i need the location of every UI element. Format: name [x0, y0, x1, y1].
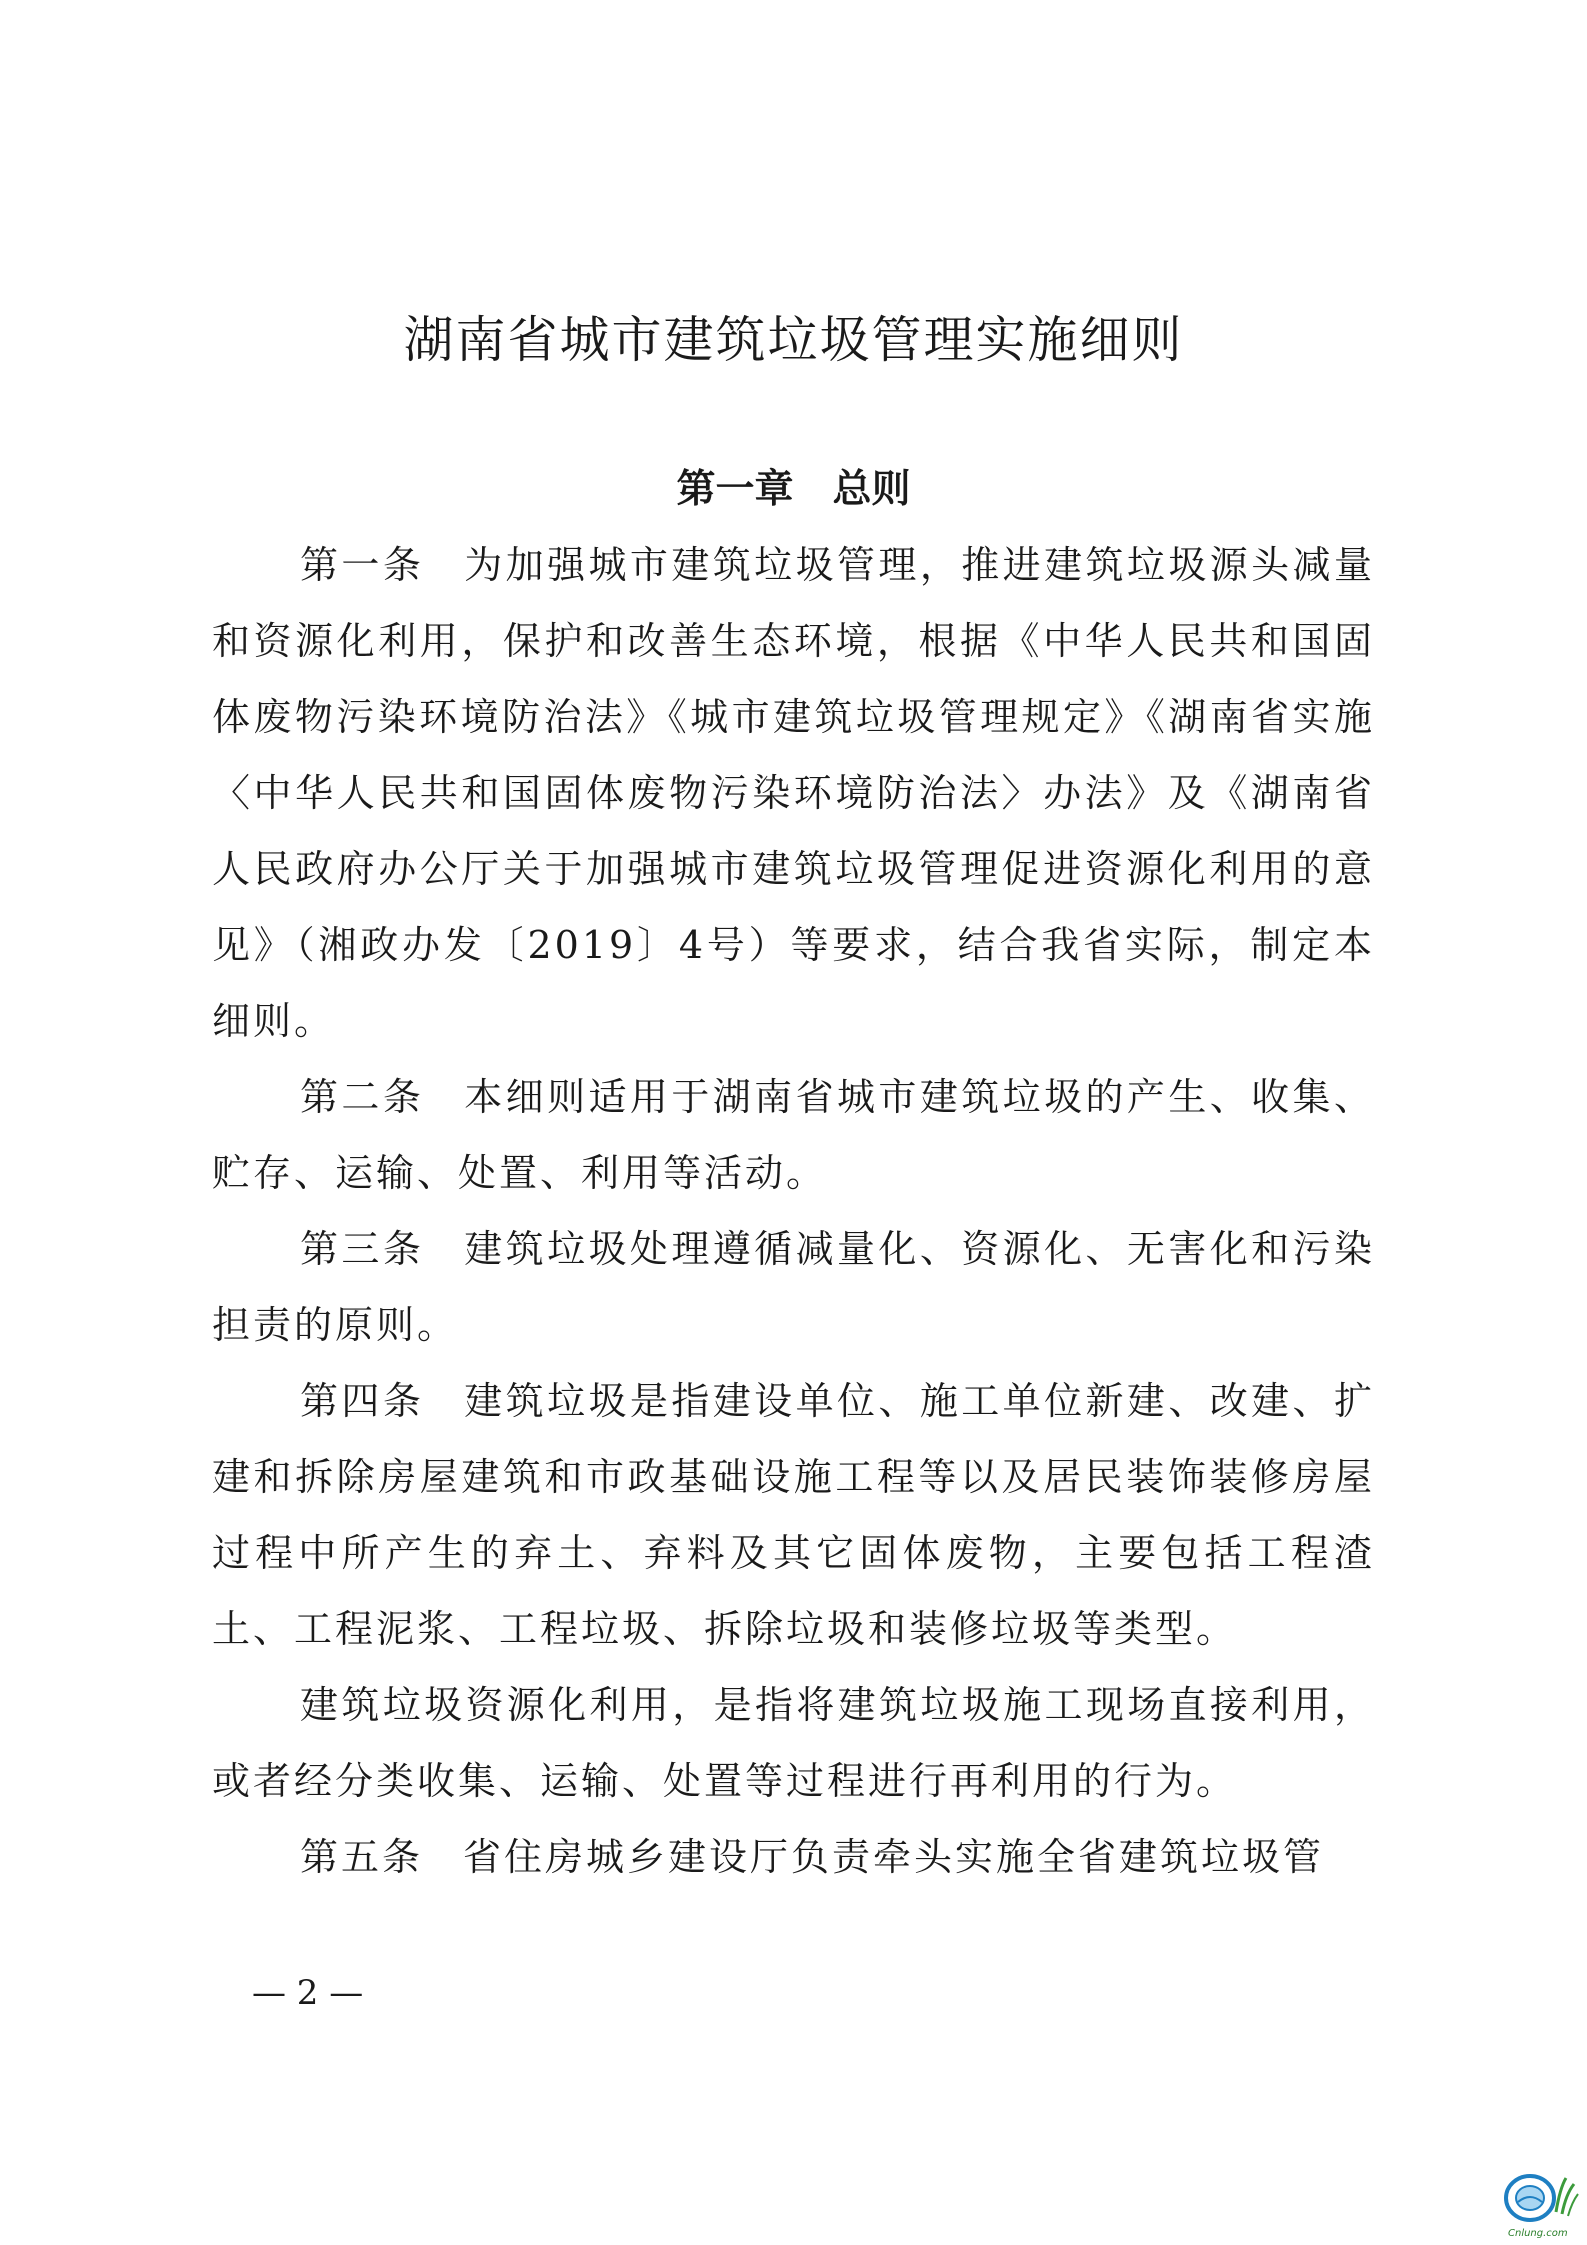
globe-logo-icon — [1500, 2168, 1580, 2230]
paragraph-article-1 — [212, 527, 1375, 1059]
paragraph-article-3 — [212, 1211, 1375, 1363]
chapter-heading: 第一章 总则 — [676, 467, 911, 512]
article-number: 第二条 — [300, 1075, 425, 1119]
article-number: 第四条 — [300, 1379, 425, 1423]
watermark-logo — [1500, 2168, 1580, 2240]
article-text: 省住房城乡建设厅负责牵头实施全省建筑垃圾管 — [463, 1835, 1325, 1879]
paragraph-article-4-continued — [212, 1667, 1375, 1819]
article-text: 为加强城市建筑垃圾管理，推进建筑垃圾源头减量和资源化利用，保护和改善生态环境，根据《中华人民共和国固体废物污染环境防治法》《城市建筑垃圾管理规定》《湖南省实施〈中华人民共和国固体废物污染环境防治法〉办法》及《湖南省人民政府办公厅关于加强城市建筑垃圾管理促进资源化利用的意见》（湘政办发〔2019〕4号）等要求，结合我省实际，制定本细则。 — [212, 543, 1375, 1043]
article-number: 第五条 — [300, 1835, 424, 1879]
article-text: 建筑垃圾处理遵循减量化、资源化、无害化和污染担责的原则。 — [212, 1227, 1375, 1347]
article-number: 第一条 — [300, 543, 425, 587]
article-number: 第三条 — [300, 1227, 425, 1271]
paragraph-article-4 — [212, 1363, 1375, 1667]
document-title: 湖南省城市建筑垃圾管理实施细则 — [403, 311, 1184, 369]
document-body — [212, 527, 1375, 1895]
watermark-text: Cnlung.com — [1508, 2228, 1568, 2239]
paragraph-article-2 — [212, 1059, 1375, 1211]
article-text: 本细则适用于湖南省城市建筑垃圾的产生、收集、贮存、运输、处置、利用等活动。 — [212, 1075, 1375, 1195]
paragraph-article-5 — [212, 1819, 1375, 1895]
article-text: 建筑垃圾是指建设单位、施工单位新建、改建、扩建和拆除房屋建筑和市政基础设施工程等以及居民装饰装修房屋过程中所产生的弃土、弃料及其它固体废物，主要包括工程渣土、工程泥浆、工程垃圾、拆除垃圾和装修垃圾等类型。 — [212, 1379, 1375, 1651]
article-text: 建筑垃圾资源化利用，是指将建筑垃圾施工现场直接利用，或者经分类收集、运输、处置等过程进行再利用的行为。 — [212, 1683, 1375, 1803]
page-number: — 2 — — [252, 1973, 364, 2013]
